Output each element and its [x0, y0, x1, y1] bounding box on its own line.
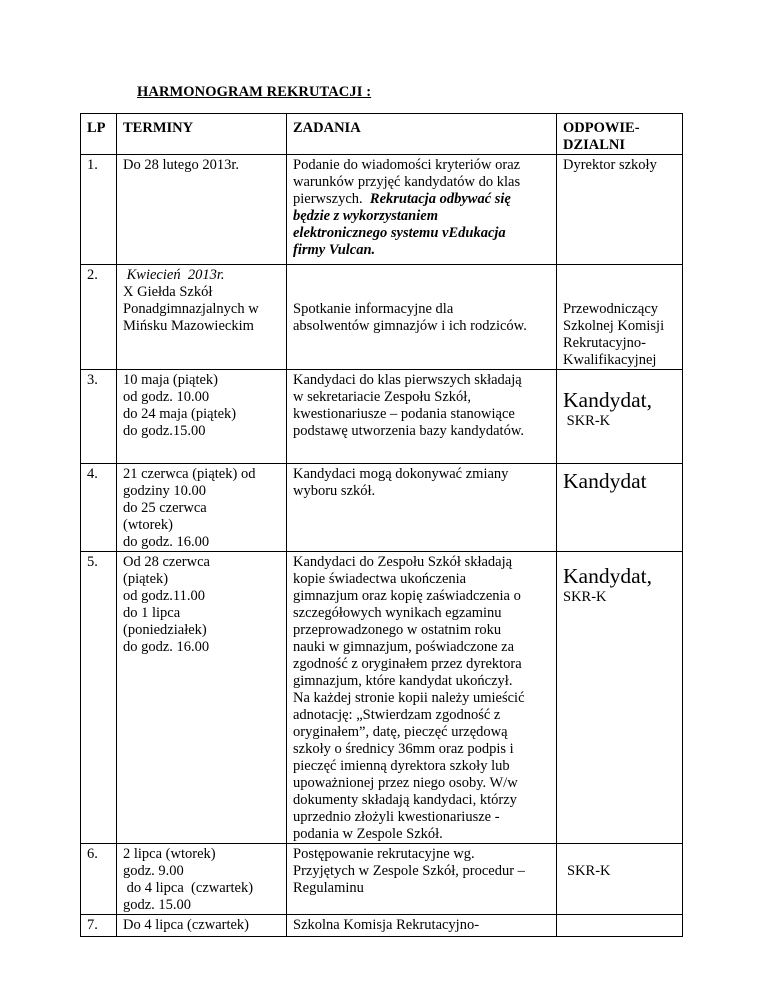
row-responsible	[557, 155, 683, 265]
term-line: X Giełda Szkół	[123, 284, 213, 300]
task-line: warunków przyjęć kandydatów do klas	[293, 174, 521, 190]
term-line: od godz.11.00	[123, 588, 206, 604]
task-line: Spotkanie informacyjne dla	[293, 301, 454, 317]
table-row	[81, 915, 683, 937]
term-line: godz. 9.00	[123, 863, 184, 879]
task-line: Przyjętych w Zespole Szkół, procedur –	[293, 863, 525, 879]
term-line: do godz.15.00	[123, 423, 206, 439]
term-line: 21 czerwca (piątek) od	[123, 466, 256, 482]
document-title: HARMONOGRAM REKRUTACJI :	[137, 84, 372, 100]
term-line: do 1 lipca	[123, 605, 181, 621]
task-line: wyboru szkół.	[293, 483, 376, 499]
row-tasks	[287, 155, 557, 265]
task-line: Kandydaci do klas pierwszych składają	[293, 372, 522, 388]
task-line: pieczęć imienną dyrektora szkoły lub	[293, 758, 510, 774]
task-line: oryginałem”, datę, pieczęć urzędową	[293, 724, 508, 740]
term-line: godz. 15.00	[123, 897, 192, 913]
task-line: Na każdej stronie kopii należy umieścić	[293, 690, 525, 706]
responsible-big: Kandydat	[563, 469, 647, 493]
term-line: Do 4 lipca (czwartek)	[123, 917, 250, 933]
term-line: od godz. 10.00	[123, 389, 210, 405]
term-emphasis: Kwiecień 2013r.	[123, 267, 225, 283]
row-terms	[117, 370, 287, 464]
row-terms	[117, 844, 287, 915]
row-responsible	[557, 915, 683, 937]
task-emphasis: firmy Vulcan.	[293, 242, 376, 258]
table-row	[81, 464, 683, 552]
responsible-line: Przewodniczący	[563, 301, 659, 317]
task-line: Podanie do wiadomości kryteriów oraz	[293, 157, 521, 173]
row-responsible	[557, 464, 683, 552]
row-lp: 1.	[81, 155, 117, 265]
task-emphasis: elektronicznego systemu vEdukacja	[293, 225, 506, 241]
term-line: do 4 lipca (czwartek)	[123, 880, 254, 896]
header-responsible-line2: DZIALNI	[563, 137, 626, 153]
row-terms	[117, 464, 287, 552]
responsible-big: Kandydat,	[563, 388, 652, 412]
row-tasks	[287, 464, 557, 552]
row-terms	[117, 265, 287, 370]
task-line: Kandydaci mogą dokonywać zmiany	[293, 466, 509, 482]
row-responsible	[557, 370, 683, 464]
row-lp: 3.	[81, 370, 117, 464]
term-line: Od 28 czerwca	[123, 554, 210, 570]
task-line: adnotację: „Stwierdzam zgodność z	[293, 707, 501, 723]
task-line: podstawę utworzenia bazy kandydatów.	[293, 423, 524, 439]
task-line: w sekretariacie Zespołu Szkół,	[293, 389, 471, 405]
row-lp: 7.	[81, 915, 117, 937]
task-line: absolwentów gimnazjów i ich rodziców.	[293, 318, 527, 334]
table-row	[81, 844, 683, 915]
row-responsible	[557, 552, 683, 844]
header-tasks: ZADANIA	[287, 114, 557, 155]
header-terms: TERMINY	[117, 114, 287, 155]
term-line: Ponadgimnazjalnych w	[123, 301, 259, 317]
task-line: Regulaminu	[293, 880, 364, 896]
row-tasks	[287, 915, 557, 937]
task-emphasis: Rekrutacja odbywać się	[369, 191, 511, 207]
term-line: Mińsku Mazowieckim	[123, 318, 254, 334]
term-line: (poniedziałek)	[123, 622, 207, 638]
task-line: przeprowadzonego w ostatnim roku	[293, 622, 502, 638]
term-line: godziny 10.00	[123, 483, 206, 499]
table-row	[81, 265, 683, 370]
task-line: Kandydaci do Zespołu Szkół składają	[293, 554, 513, 570]
responsible-line: SKR-K	[567, 863, 611, 879]
row-responsible	[557, 265, 683, 370]
responsible-line: Rekrutacyjno-	[563, 335, 646, 351]
task-emphasis: będzie z wykorzystaniem	[293, 208, 438, 224]
task-line: podania w Zespole Szkół.	[293, 826, 443, 842]
task-line: upoważnionej przez niego osoby. W/w	[293, 775, 518, 791]
term-line: (wtorek)	[123, 517, 173, 533]
task-line: gimnazjum, które kandydat ukończył.	[293, 673, 513, 689]
table-row	[81, 552, 683, 844]
row-terms	[117, 155, 287, 265]
row-tasks	[287, 265, 557, 370]
responsible-line: Kwalifikacyjnej	[563, 352, 657, 368]
term-line: Do 28 lutego 2013r.	[123, 157, 239, 173]
schedule-table	[80, 113, 683, 937]
task-line: nauki w gimnazjum, poświadczone za	[293, 639, 515, 655]
row-tasks	[287, 370, 557, 464]
row-lp: 4.	[81, 464, 117, 552]
responsible-line: SKR-K	[563, 589, 607, 605]
task-line: Postępowanie rekrutacyjne wg.	[293, 846, 475, 862]
task-line: uprzednio złożyli kwestionariusze -	[293, 809, 500, 825]
row-lp: 5.	[81, 552, 117, 844]
responsible-line: SKR-K	[563, 413, 611, 429]
task-line	[293, 191, 550, 208]
row-lp: 2.	[81, 265, 117, 370]
term-line: 2 lipca (wtorek)	[123, 846, 216, 862]
row-tasks	[287, 552, 557, 844]
term-line: 10 maja (piątek)	[123, 372, 219, 388]
term-line: do 25 czerwca	[123, 500, 207, 516]
responsible-big: Kandydat,	[563, 564, 652, 588]
task-line: Szkolna Komisja Rekrutacyjno-	[293, 917, 480, 933]
task-line: dokumenty składają kandydaci, którzy	[293, 792, 517, 808]
responsible-line: Szkolnej Komisji	[563, 318, 665, 334]
task-line: kopie świadectwa ukończenia	[293, 571, 467, 587]
row-tasks	[287, 844, 557, 915]
row-lp: 6.	[81, 844, 117, 915]
header-lp: LP	[81, 114, 117, 155]
row-terms	[117, 915, 287, 937]
term-line: do godz. 16.00	[123, 639, 210, 655]
header-responsible-line1: ODPOWIE-	[563, 120, 640, 136]
row-terms	[117, 552, 287, 844]
task-line: zgodność z oryginałem przez dyrektora	[293, 656, 522, 672]
row-responsible	[557, 844, 683, 915]
header-row	[81, 114, 683, 155]
responsible-line: Dyrektor szkoły	[563, 157, 657, 173]
task-line: szkoły o średnicy 36mm oraz podpis i	[293, 741, 514, 757]
term-line: do 24 maja (piątek)	[123, 406, 237, 422]
task-line: gimnazjum oraz kopię zaświadczenia o	[293, 588, 521, 604]
task-line: kwestionariusze – podania stanowiące	[293, 406, 515, 422]
term-line: do godz. 16.00	[123, 534, 210, 550]
table-row	[81, 370, 683, 464]
header-responsible	[557, 114, 683, 155]
term-line: (piątek)	[123, 571, 169, 587]
table-row	[81, 155, 683, 265]
task-line: szczegółowych wynikach egzaminu	[293, 605, 502, 621]
task-text: pierwszych.	[293, 191, 363, 207]
